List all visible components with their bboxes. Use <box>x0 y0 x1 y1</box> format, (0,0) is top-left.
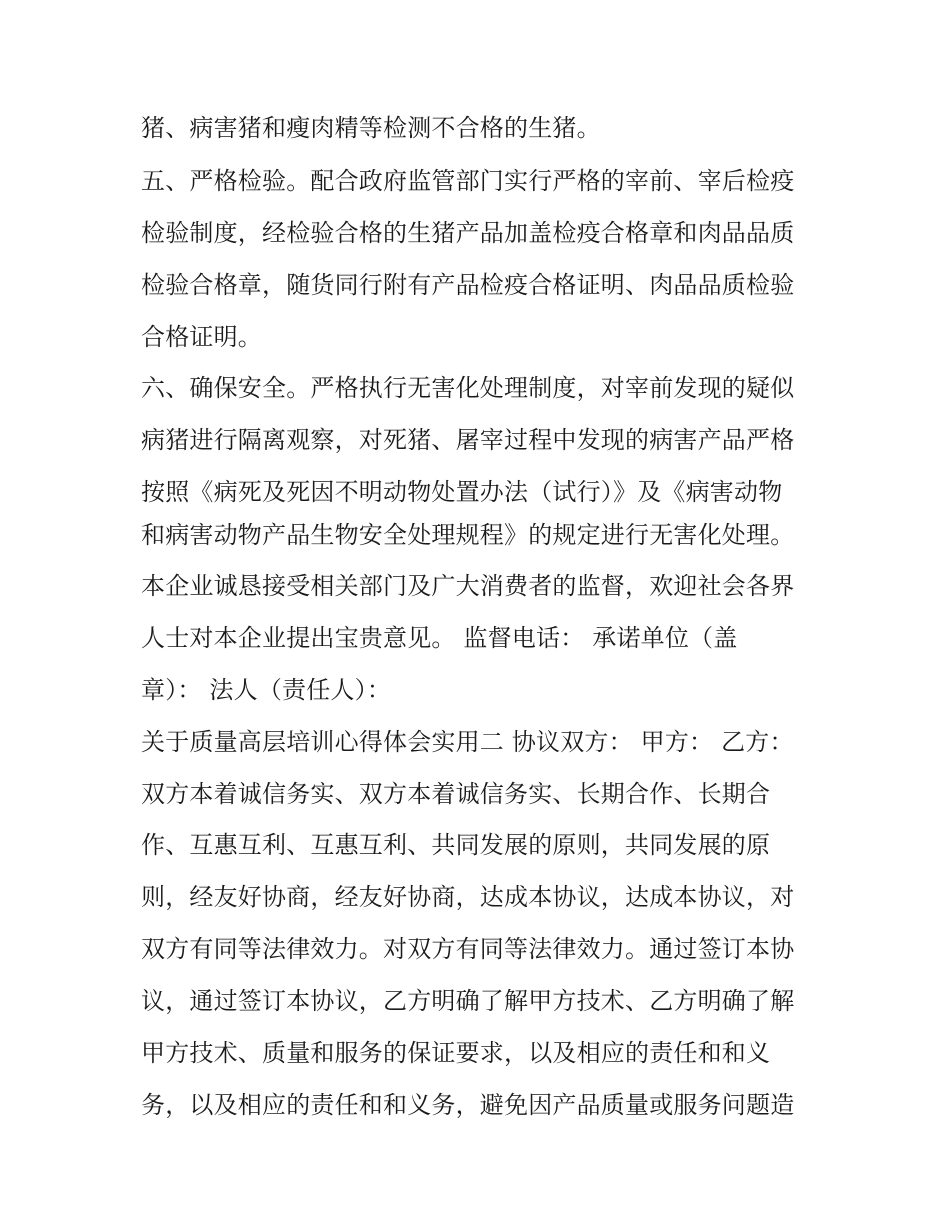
text-line: 双方有同等法律效力。对双方有同等法律效力。通过签订本协 <box>141 935 795 963</box>
text-line: 关于质量高层培训心得体会实用二 协议双方： 甲方： 乙方： <box>141 728 794 756</box>
text-line: 本企业诚恳接受相关部门及广大消费者的监督，欢迎社会各界 <box>141 572 795 600</box>
text-line: 合格证明。 <box>141 323 262 351</box>
text-line: 五、严格检验。配合政府监管部门实行严格的宰前、宰后检疫 <box>141 167 795 195</box>
text-line: 按照《病死及死因不明动物处置办法（试行）》及《病害动物 <box>141 478 783 506</box>
text-line: 务，以及相应的责任和和义务，避免因产品质量或服务问题造 <box>141 1091 795 1119</box>
text-line: 检验合格章，随货同行附有产品检疫合格证明、肉品品质检验 <box>141 271 795 299</box>
text-line: 和病害动物产品生物安全处理规程》的规定进行无害化处理。 <box>141 521 795 549</box>
text-line: 甲方技术、质量和服务的保证要求，以及相应的责任和和义 <box>141 1039 771 1067</box>
text-line: 章）： 法人（责任人）： <box>141 676 392 704</box>
text-line: 六、确保安全。严格执行无害化处理制度，对宰前发现的疑似 <box>141 374 795 402</box>
text-line: 猪、病害猪和瘦肉精等检测不合格的生猪。 <box>141 114 601 142</box>
text-line: 病猪进行隔离观察，对死猪、屠宰过程中发现的病害产品严格 <box>141 426 795 454</box>
text-line: 检验制度，经检验合格的生猪产品加盖检疫合格章和肉品品质 <box>141 219 795 247</box>
text-line: 则，经友好协商，经友好协商，达成本协议，达成本协议，对 <box>141 883 795 911</box>
text-line: 人士对本企业提出宝贵意见。 监督电话： 承诺单位（盖 <box>141 624 738 652</box>
text-line: 作、互惠互利、互惠互利、共同发展的原则，共同发展的原 <box>141 831 771 859</box>
text-line: 双方本着诚信务实、双方本着诚信务实、长期合作、长期合 <box>141 780 771 808</box>
text-line: 议，通过签订本协议，乙方明确了解甲方技术、乙方明确了解 <box>141 987 795 1015</box>
